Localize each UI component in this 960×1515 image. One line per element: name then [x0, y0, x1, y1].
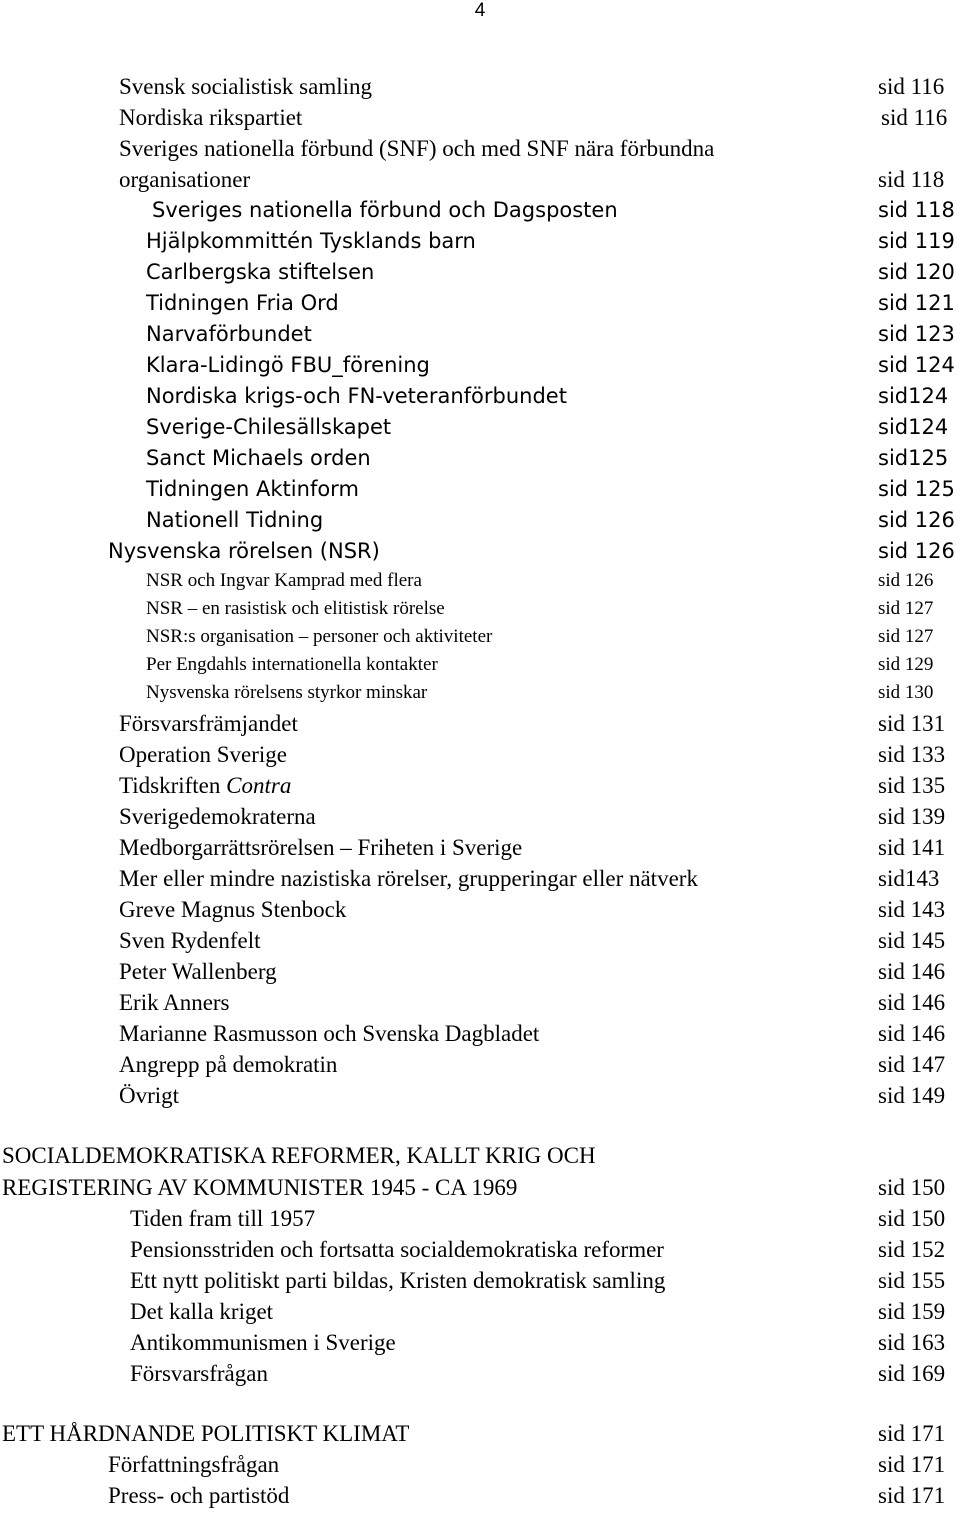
toc-entry-page: sid 127 — [878, 626, 934, 647]
toc-entry-page: sid 125 — [878, 477, 955, 501]
section-heading-page: sid 150 — [878, 1175, 946, 1200]
page-number: 4 — [474, 0, 486, 21]
toc-entry-title: Försvarsfrågan — [130, 1361, 268, 1386]
toc-entry-title: Nysvenska rörelsen (NSR) — [108, 539, 380, 563]
toc-entry-page: sid 155 — [878, 1268, 946, 1293]
toc-entry-page: sid 116 — [878, 74, 945, 99]
toc-entry-title: Försvarsfrämjandet — [119, 711, 298, 736]
toc-entry-title: Tidningen Aktinform — [146, 477, 359, 501]
toc-entry-title: Peter Wallenberg — [119, 959, 277, 984]
toc-entry-title: NSR och Ingvar Kamprad med flera — [146, 570, 422, 591]
toc-entry-title: Tidskriften Contra — [119, 773, 292, 798]
toc-entry-title: Operation Sverige — [119, 742, 287, 767]
toc-entry-page: sid 135 — [878, 773, 946, 798]
toc-entry-title: Antikommunismen i Sverige — [130, 1330, 396, 1355]
toc-entry-title: Det kalla kriget — [130, 1299, 274, 1324]
toc-entry-page: sid 121 — [878, 291, 955, 315]
toc-entry-page: sid 150 — [878, 1206, 946, 1231]
section-heading-line1: SOCIALDEMOKRATISKA REFORMER, KALLT KRIG OCH — [2, 1143, 596, 1168]
toc-entry-title: Sanct Michaels orden — [146, 446, 371, 470]
toc-entry-page: sid 163 — [878, 1330, 946, 1355]
toc-entry-title: NSR:s organisation – personer och aktiviteter — [146, 626, 493, 647]
toc-entry-title: Erik Anners — [119, 990, 230, 1015]
toc-entry-page: sid 116 — [881, 105, 948, 130]
toc-entry-page: sid 145 — [878, 928, 946, 953]
toc-entry-page: sid 133 — [878, 742, 946, 767]
toc-entry-title: Narvaförbundet — [146, 322, 312, 346]
section-heading-page: sid 171 — [878, 1421, 946, 1446]
toc-entry-page: sid 120 — [878, 260, 955, 284]
toc-entry-page: sid 159 — [878, 1299, 946, 1324]
toc-entry-page: sid 146 — [878, 1021, 946, 1046]
toc-entry-title: Angrepp på demokratin — [119, 1052, 338, 1077]
toc-entry-page: sid 119 — [878, 229, 955, 253]
toc-entry-title: Carlbergska stiftelsen — [146, 260, 375, 284]
toc-entry-page: sid124 — [878, 415, 949, 439]
toc-entry-page: sid 126 — [878, 570, 934, 591]
toc-entry-page: sid 147 — [878, 1052, 946, 1077]
toc-entry-title: Sveriges nationella förbund och Dagsposten — [152, 198, 618, 222]
toc-entry-title: Klara-Lidingö FBU_förening — [146, 353, 430, 377]
toc-entry-title: Sverigedemokraterna — [119, 804, 316, 829]
toc-entry-page: sid 127 — [878, 598, 934, 619]
toc-entry-title: Nationell Tidning — [146, 508, 324, 532]
toc-entry-title: Författningsfrågan — [108, 1452, 280, 1477]
toc-entry-page: sid 118 — [878, 198, 955, 222]
toc-entry-page: sid 146 — [878, 990, 946, 1015]
toc-entry-page: sid 126 — [878, 539, 955, 563]
toc-entry-title: organisationer — [119, 167, 251, 192]
toc-entry-title-italic: Contra — [226, 773, 292, 798]
toc-entry-title: Tiden fram till 1957 — [130, 1206, 316, 1231]
toc-entry-title: Hjälpkommittén Tysklands barn — [146, 229, 476, 253]
toc-entry-page: sid 171 — [878, 1483, 946, 1508]
toc-entry-title: Sven Rydenfelt — [119, 928, 261, 953]
toc-entry-title: Nordiska rikspartiet — [119, 105, 303, 130]
toc-entry-page: sid 126 — [878, 508, 955, 532]
toc-entry-page: sid 152 — [878, 1237, 946, 1262]
toc-entry-page: sid 130 — [878, 682, 934, 703]
toc-entry-title: Nordiska krigs-och FN-veteranförbundet — [146, 384, 567, 408]
toc-entry-page: sid 123 — [878, 322, 955, 346]
toc-entry-title: Ett nytt politiskt parti bildas, Kristen demokratisk samling — [130, 1268, 666, 1293]
toc-entry-title: Medborgarrättsrörelsen – Friheten i Sverige — [119, 835, 523, 860]
toc-entry-page: sid124 — [878, 384, 949, 408]
toc-entry-title: Sveriges nationella förbund (SNF) och med SNF nära förbundna — [119, 136, 715, 161]
toc-entry-page: sid 169 — [878, 1361, 946, 1386]
toc-entry-page: sid 146 — [878, 959, 946, 984]
toc-entry-title: Sverige-Chilesällskapet — [146, 415, 392, 439]
toc-entry-page: sid 141 — [878, 835, 946, 860]
toc-entry-title: Pensionsstriden och fortsatta socialdemokratiska reformer — [130, 1237, 664, 1262]
toc-entry-title: Per Engdahls internationella kontakter — [146, 654, 438, 675]
toc-entry-page: sid 131 — [878, 711, 946, 736]
toc-entry-page: sid 118 — [878, 167, 945, 192]
toc-entry-title: Marianne Rasmusson och Svenska Dagbladet — [119, 1021, 540, 1046]
toc-entry-title: NSR – en rasistisk och elitistisk rörelse — [146, 598, 445, 619]
toc-entry-page: sid 129 — [878, 654, 934, 675]
toc-entry-title: Övrigt — [119, 1083, 180, 1108]
toc-entry-page: sid 139 — [878, 804, 946, 829]
toc-entry-title: Press- och partistöd — [108, 1483, 290, 1508]
toc-entry-page: sid143 — [878, 866, 940, 891]
toc-entry-title: Tidningen Fria Ord — [146, 291, 339, 315]
toc-entry-page: sid 124 — [878, 353, 955, 377]
toc-entry-title: Mer eller mindre nazistiska rörelser, grupperingar eller nätverk — [119, 866, 698, 891]
toc-entry-title: Nysvenska rörelsens styrkor minskar — [146, 682, 428, 703]
toc-entry-page: sid 149 — [878, 1083, 946, 1108]
toc-entry-page: sid 143 — [878, 897, 946, 922]
toc-entry-title: Greve Magnus Stenbock — [119, 897, 347, 922]
toc-entry-page: sid 171 — [878, 1452, 946, 1477]
toc-entry-title: Svensk socialistisk samling — [119, 74, 372, 99]
toc-entry-page: sid125 — [878, 446, 949, 470]
section-heading: ETT HÅRDNANDE POLITISKT KLIMAT — [2, 1421, 410, 1446]
section-heading-line2: REGISTERING AV KOMMUNISTER 1945 - CA 1969 — [2, 1175, 518, 1200]
